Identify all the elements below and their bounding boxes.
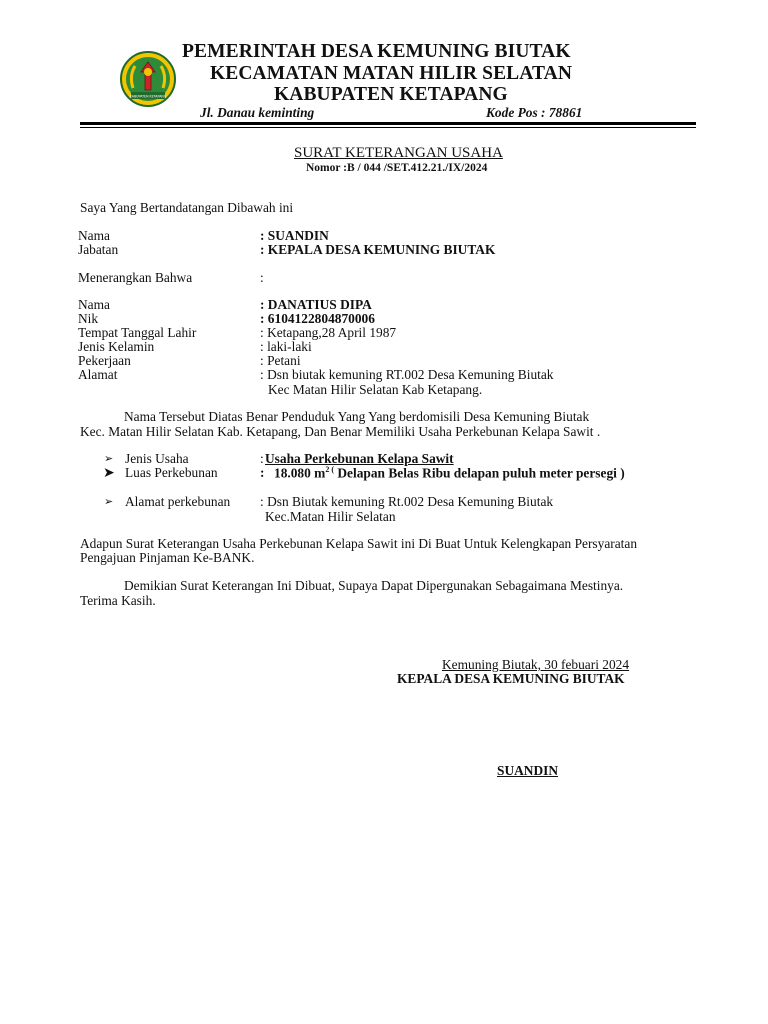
person-nik-label: Nik bbox=[78, 311, 99, 326]
plantation-area-number: 18.080 m bbox=[274, 465, 326, 481]
business-type-colon: : bbox=[260, 451, 264, 466]
person-address-label: Alamat bbox=[78, 367, 118, 382]
signatory-position: KEPALA DESA KEMUNING BIUTAK bbox=[397, 671, 625, 686]
person-name-value: : DANATIUS DIPA bbox=[260, 297, 372, 312]
person-address-value: : Dsn biutak kemuning RT.002 Desa Kemuning Biutak bbox=[260, 367, 554, 382]
business-type-label: Jenis Usaha bbox=[125, 451, 189, 466]
plantation-address-continuation: Kec.Matan Hilir Selatan bbox=[265, 509, 396, 524]
person-name-label: Nama bbox=[78, 297, 110, 312]
plantation-area-words: Delapan Belas Ribu delapan puluh meter persegi ) bbox=[337, 465, 625, 481]
statement-line-1: Nama Tersebut Diatas Benar Penduduk Yang Yang berdomisili Desa Kemuning Biutak bbox=[124, 409, 590, 424]
letterhead-line-1: PEMERINTAH DESA KEMUNING BIUTAK bbox=[182, 41, 571, 62]
letterhead-rule-thin bbox=[80, 127, 696, 128]
plantation-area-label: Luas Perkebunan bbox=[125, 465, 218, 480]
plantation-address-label: Alamat perkebunan bbox=[125, 494, 231, 509]
bullet-arrow-icon: ➢ bbox=[104, 453, 114, 465]
intro-text: Saya Yang Bertandatangan Dibawah ini bbox=[80, 200, 294, 215]
plantation-area-value bbox=[274, 465, 625, 481]
plantation-area-unit-superscript: 2 ( bbox=[325, 465, 334, 474]
bullet-arrow-icon: ➢ bbox=[104, 496, 114, 508]
letterhead-line-2: KECAMATAN MATAN HILIR SELATAN bbox=[210, 63, 573, 84]
purpose-line-1: Adapun Surat Keterangan Usaha Perkebunan Kelapa Sawit ini Di Buat Untuk Kelengkapan Persyaratan bbox=[80, 536, 638, 551]
signer-name-label: Nama bbox=[78, 228, 110, 243]
regency-logo bbox=[119, 50, 177, 108]
plantation-address-value: : Dsn Biutak kemuning Rt.002 Desa Kemuning Biutak bbox=[260, 494, 554, 509]
closing-line-1: Demikian Surat Keterangan Ini Dibuat, Supaya Dapat Dipergunakan Sebagaimana Mestinya. bbox=[124, 578, 624, 593]
person-nik-value: : 6104122804870006 bbox=[260, 311, 375, 326]
letterhead-rule-thick bbox=[80, 122, 696, 125]
declares-colon: : bbox=[260, 270, 264, 285]
signer-name-value: : SUANDIN bbox=[260, 228, 329, 243]
document-title: SURAT KETERANGAN USAHA bbox=[294, 145, 503, 161]
letterhead-postal-code: Kode Pos : 78861 bbox=[486, 105, 583, 120]
closing-line-2: Terima Kasih. bbox=[80, 593, 156, 608]
person-gender-value: : laki-laki bbox=[260, 339, 312, 354]
letterhead-line-3: KABUPATEN KETAPANG bbox=[274, 84, 508, 105]
signer-position-value: : KEPALA DESA KEMUNING BIUTAK bbox=[260, 242, 496, 257]
place-and-date: Kemuning Biutak, 30 febuari 2024 bbox=[442, 657, 630, 672]
letterhead-address: Jl. Danau keminting bbox=[200, 105, 315, 120]
person-birth-value: : Ketapang,28 April 1987 bbox=[260, 325, 397, 340]
person-occupation-value: : Petani bbox=[260, 353, 301, 368]
regency-logo-icon bbox=[119, 50, 177, 108]
document-number: Nomor :B / 044 /SET.412.21./IX/2024 bbox=[306, 162, 488, 174]
bullet-arrow-icon: ➤ bbox=[103, 466, 115, 481]
plantation-area-colon: : bbox=[260, 465, 265, 480]
statement-line-2: Kec. Matan Hilir Selatan Kab. Ketapang, Dan Benar Memiliki Usaha Perkebunan Kelapa Sawit . bbox=[80, 424, 601, 439]
signatory-name: SUANDIN bbox=[497, 763, 559, 778]
purpose-line-2: Pengajuan Pinjaman Ke-BANK. bbox=[80, 550, 255, 565]
person-birth-label: Tempat Tanggal Lahir bbox=[78, 325, 197, 340]
business-type-value: Usaha Perkebunan Kelapa Sawit bbox=[265, 451, 454, 466]
person-address-continuation: Kec Matan Hilir Selatan Kab Ketapang. bbox=[268, 382, 483, 397]
logo-caption: KABUPATEN KETAPANG bbox=[129, 94, 167, 99]
person-gender-label: Jenis Kelamin bbox=[78, 339, 155, 354]
signer-position-label: Jabatan bbox=[78, 242, 119, 257]
person-occupation-label: Pekerjaan bbox=[78, 353, 131, 368]
declares-label: Menerangkan Bahwa bbox=[78, 270, 193, 285]
